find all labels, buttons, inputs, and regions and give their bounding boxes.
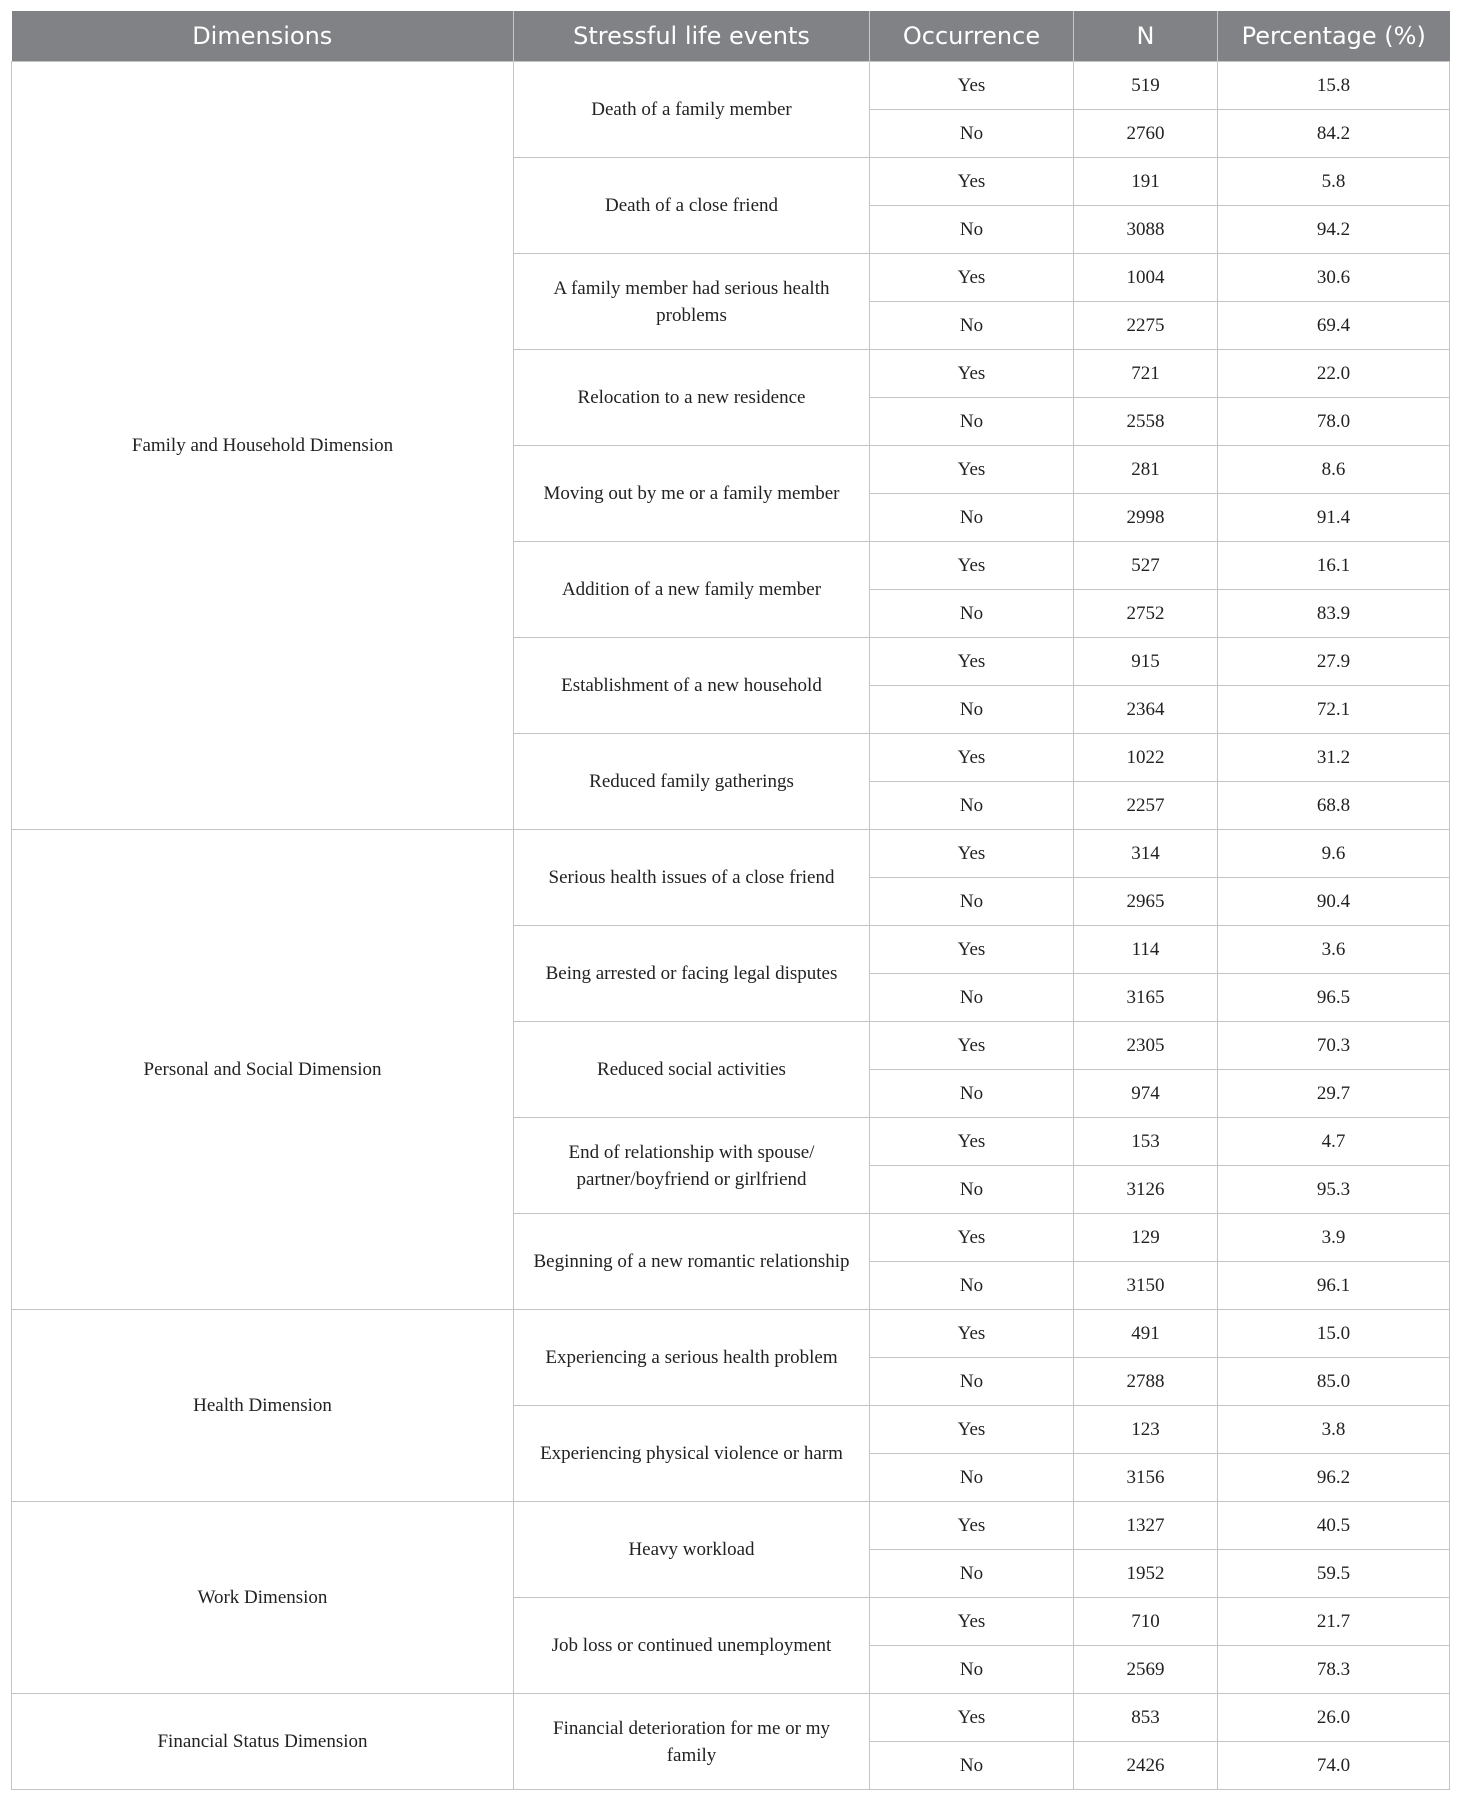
n-cell: 2305	[1074, 1022, 1218, 1070]
percentage-cell: 96.1	[1218, 1262, 1450, 1310]
n-cell: 123	[1074, 1406, 1218, 1454]
dimension-cell: Personal and Social Dimension	[12, 830, 514, 1310]
occurrence-cell: No	[870, 302, 1074, 350]
n-cell: 153	[1074, 1118, 1218, 1166]
n-cell: 1327	[1074, 1502, 1218, 1550]
occurrence-cell: Yes	[870, 1502, 1074, 1550]
occurrence-cell: No	[870, 398, 1074, 446]
occurrence-cell: Yes	[870, 830, 1074, 878]
occurrence-cell: Yes	[870, 62, 1074, 110]
n-cell: 710	[1074, 1598, 1218, 1646]
table-header	[12, 11, 1450, 62]
occurrence-cell: No	[870, 1358, 1074, 1406]
occurrence-cell: Yes	[870, 638, 1074, 686]
event-cell: Relocation to a new residence	[514, 350, 870, 446]
n-cell: 3088	[1074, 206, 1218, 254]
n-cell: 2752	[1074, 590, 1218, 638]
occurrence-cell: Yes	[870, 542, 1074, 590]
percentage-cell: 15.8	[1218, 62, 1450, 110]
occurrence-cell: Yes	[870, 1118, 1074, 1166]
n-cell: 2275	[1074, 302, 1218, 350]
n-cell: 519	[1074, 62, 1218, 110]
n-cell: 3126	[1074, 1166, 1218, 1214]
header-percentage: Percentage (%)	[1218, 11, 1450, 62]
occurrence-cell: No	[870, 1166, 1074, 1214]
percentage-cell: 72.1	[1218, 686, 1450, 734]
occurrence-cell: No	[870, 206, 1074, 254]
occurrence-cell: No	[870, 974, 1074, 1022]
percentage-cell: 78.3	[1218, 1646, 1450, 1694]
n-cell: 281	[1074, 446, 1218, 494]
occurrence-cell: Yes	[870, 1310, 1074, 1358]
n-cell: 1952	[1074, 1550, 1218, 1598]
header-row	[12, 11, 1450, 62]
occurrence-cell: No	[870, 1262, 1074, 1310]
percentage-cell: 15.0	[1218, 1310, 1450, 1358]
n-cell: 915	[1074, 638, 1218, 686]
stressful-life-events-table	[11, 11, 1450, 1790]
n-cell: 2569	[1074, 1646, 1218, 1694]
percentage-cell: 85.0	[1218, 1358, 1450, 1406]
percentage-cell: 3.8	[1218, 1406, 1450, 1454]
event-cell: A family member had serious health problems	[514, 254, 870, 350]
percentage-cell: 29.7	[1218, 1070, 1450, 1118]
n-cell: 2760	[1074, 110, 1218, 158]
percentage-cell: 90.4	[1218, 878, 1450, 926]
occurrence-cell: Yes	[870, 350, 1074, 398]
percentage-cell: 8.6	[1218, 446, 1450, 494]
event-cell: Being arrested or facing legal disputes	[514, 926, 870, 1022]
occurrence-cell: No	[870, 590, 1074, 638]
event-cell: End of relationship with spouse/ partner/boyfriend or girlfriend	[514, 1118, 870, 1214]
table-body	[12, 62, 1450, 1790]
table-row	[12, 1310, 1450, 1358]
event-cell: Serious health issues of a close friend	[514, 830, 870, 926]
header-stressful-life-events: Stressful life events	[514, 11, 870, 62]
n-cell: 3156	[1074, 1454, 1218, 1502]
event-cell: Job loss or continued unemployment	[514, 1598, 870, 1694]
n-cell: 527	[1074, 542, 1218, 590]
event-cell: Heavy workload	[514, 1502, 870, 1598]
percentage-cell: 16.1	[1218, 542, 1450, 590]
occurrence-cell: No	[870, 1070, 1074, 1118]
occurrence-cell: No	[870, 1454, 1074, 1502]
event-cell: Moving out by me or a family member	[514, 446, 870, 542]
percentage-cell: 95.3	[1218, 1166, 1450, 1214]
event-cell: Reduced social activities	[514, 1022, 870, 1118]
n-cell: 314	[1074, 830, 1218, 878]
occurrence-cell: No	[870, 1550, 1074, 1598]
n-cell: 721	[1074, 350, 1218, 398]
percentage-cell: 78.0	[1218, 398, 1450, 446]
occurrence-cell: No	[870, 1742, 1074, 1790]
table-row	[12, 1694, 1450, 1742]
occurrence-cell: Yes	[870, 446, 1074, 494]
event-cell: Death of a close friend	[514, 158, 870, 254]
n-cell: 2257	[1074, 782, 1218, 830]
occurrence-cell: Yes	[870, 1598, 1074, 1646]
n-cell: 2788	[1074, 1358, 1218, 1406]
occurrence-cell: No	[870, 494, 1074, 542]
event-cell: Experiencing physical violence or harm	[514, 1406, 870, 1502]
percentage-cell: 26.0	[1218, 1694, 1450, 1742]
n-cell: 1022	[1074, 734, 1218, 782]
event-cell: Reduced family gatherings	[514, 734, 870, 830]
n-cell: 191	[1074, 158, 1218, 206]
n-cell: 853	[1074, 1694, 1218, 1742]
percentage-cell: 4.7	[1218, 1118, 1450, 1166]
percentage-cell: 9.6	[1218, 830, 1450, 878]
percentage-cell: 69.4	[1218, 302, 1450, 350]
percentage-cell: 96.5	[1218, 974, 1450, 1022]
percentage-cell: 27.9	[1218, 638, 1450, 686]
n-cell: 3150	[1074, 1262, 1218, 1310]
percentage-cell: 83.9	[1218, 590, 1450, 638]
occurrence-cell: Yes	[870, 254, 1074, 302]
percentage-cell: 3.9	[1218, 1214, 1450, 1262]
event-cell: Experiencing a serious health problem	[514, 1310, 870, 1406]
occurrence-cell: No	[870, 878, 1074, 926]
header-occurrence: Occurrence	[870, 11, 1074, 62]
percentage-cell: 70.3	[1218, 1022, 1450, 1070]
percentage-cell: 3.6	[1218, 926, 1450, 974]
n-cell: 2426	[1074, 1742, 1218, 1790]
dimension-cell: Financial Status Dimension	[12, 1694, 514, 1790]
percentage-cell: 68.8	[1218, 782, 1450, 830]
header-dimensions: Dimensions	[12, 11, 514, 62]
table-row	[12, 62, 1450, 110]
n-cell: 491	[1074, 1310, 1218, 1358]
dimension-cell: Family and Household Dimension	[12, 62, 514, 830]
n-cell: 129	[1074, 1214, 1218, 1262]
n-cell: 974	[1074, 1070, 1218, 1118]
percentage-cell: 5.8	[1218, 158, 1450, 206]
dimension-cell: Work Dimension	[12, 1502, 514, 1694]
n-cell: 114	[1074, 926, 1218, 974]
percentage-cell: 31.2	[1218, 734, 1450, 782]
table-row	[12, 830, 1450, 878]
percentage-cell: 22.0	[1218, 350, 1450, 398]
occurrence-cell: Yes	[870, 158, 1074, 206]
occurrence-cell: Yes	[870, 926, 1074, 974]
occurrence-cell: Yes	[870, 734, 1074, 782]
n-cell: 2965	[1074, 878, 1218, 926]
event-cell: Addition of a new family member	[514, 542, 870, 638]
occurrence-cell: Yes	[870, 1406, 1074, 1454]
occurrence-cell: No	[870, 110, 1074, 158]
percentage-cell: 59.5	[1218, 1550, 1450, 1598]
occurrence-cell: Yes	[870, 1694, 1074, 1742]
percentage-cell: 96.2	[1218, 1454, 1450, 1502]
percentage-cell: 40.5	[1218, 1502, 1450, 1550]
occurrence-cell: Yes	[870, 1214, 1074, 1262]
event-cell: Beginning of a new romantic relationship	[514, 1214, 870, 1310]
n-cell: 1004	[1074, 254, 1218, 302]
event-cell: Death of a family member	[514, 62, 870, 158]
dimension-cell: Health Dimension	[12, 1310, 514, 1502]
n-cell: 2364	[1074, 686, 1218, 734]
n-cell: 2998	[1074, 494, 1218, 542]
occurrence-cell: No	[870, 686, 1074, 734]
percentage-cell: 74.0	[1218, 1742, 1450, 1790]
n-cell: 3165	[1074, 974, 1218, 1022]
header-n: N	[1074, 11, 1218, 62]
event-cell: Financial deterioration for me or my family	[514, 1694, 870, 1790]
occurrence-cell: No	[870, 1646, 1074, 1694]
percentage-cell: 21.7	[1218, 1598, 1450, 1646]
event-cell: Establishment of a new household	[514, 638, 870, 734]
percentage-cell: 84.2	[1218, 110, 1450, 158]
percentage-cell: 30.6	[1218, 254, 1450, 302]
n-cell: 2558	[1074, 398, 1218, 446]
occurrence-cell: No	[870, 782, 1074, 830]
table-row	[12, 1502, 1450, 1550]
occurrence-cell: Yes	[870, 1022, 1074, 1070]
percentage-cell: 91.4	[1218, 494, 1450, 542]
percentage-cell: 94.2	[1218, 206, 1450, 254]
